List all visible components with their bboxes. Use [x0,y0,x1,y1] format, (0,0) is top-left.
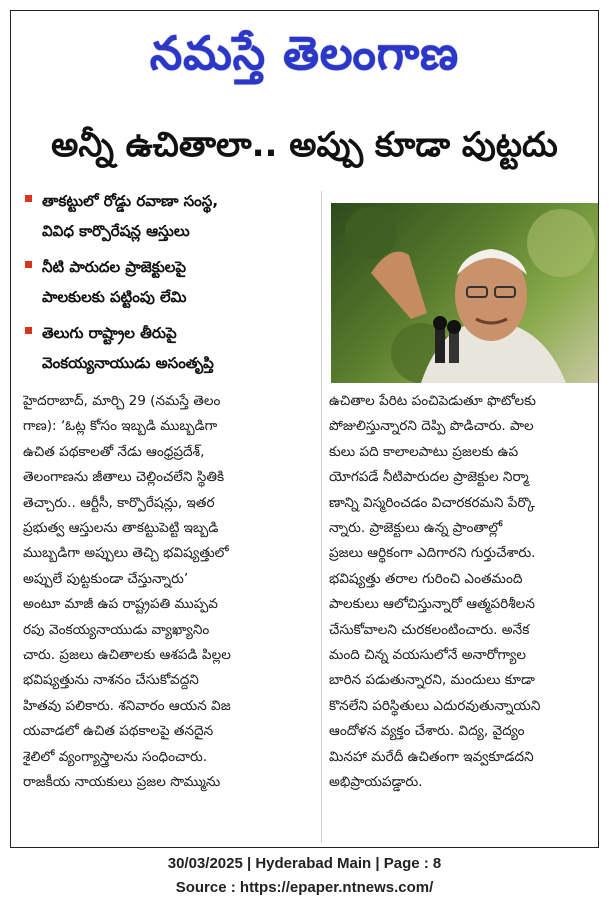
text-line: చారు. ప్రజలు ఉచితాలకు ఆశపడి పిల్లల [23,647,231,664]
text-line: పాలకులు ఆలోచిస్తున్నారో ఆత్మపరిశీలన [329,596,535,613]
text-line: మంది చిన్న వయసులోనే అనారోగ్యాల [329,647,527,664]
bullet-item [23,252,317,312]
column-divider [321,191,322,843]
text-line: బారిన పడుతున్నారని, మందులు కూడా [329,672,535,689]
article-headline: అన్నీ ఉచితాలా.. అప్పు కూడా పుట్టదు [51,125,558,165]
text-line: యోగపడే నీటిపారుదల ప్రాజెక్టుల నిర్మా [329,469,529,486]
bullet-line: నీటి పారుదల ప్రాజెక్టులపై [42,258,187,276]
text-line: కొనలేని పరిస్థితులు ఎదురవుతున్నాయని [329,697,541,714]
bullet-item [23,186,317,246]
text-line: చేసుకోవాలని చురకలంటించారు. అనేక [329,621,530,638]
source-link[interactable]: Source : https://epaper.ntnews.com/ [175,879,434,896]
text-line: ప్రజలు ఆర్థికంగా ఎదిగారని గుర్తుచేశారు. [329,545,536,562]
text-line: యవాడలో ఉచిత పథకాలపై తనదైన [23,723,214,740]
bullet-square-icon [25,327,32,334]
text-line: ఉచితాల పేరిట పంచిపెడుతూ ఫొటోలకు [329,393,536,409]
text-line: భవిష్యత్తును నాశనం చేసుకోవద్దని [23,672,199,689]
speaker-photo [331,203,599,383]
text-line: భవిష్యత్తు తరాల గురించి ఎంతమంది [329,570,523,587]
text-line: ముబ్బడిగా అప్పులు తెచ్చి భవిష్యత్తులో [23,545,229,562]
bullet-line: వెంకయ్యనాయుడు అసంతృప్తి [42,354,214,372]
article-column-right [329,389,597,796]
article-column-left [23,389,315,796]
text-line: రపు వెంకయ్యనాయుడు వ్యాఖ్యానిం [23,621,210,638]
text-line: హైదరాబాద్, మార్చి 29 (నమస్తే తెలం [23,393,221,409]
bullet-line: తెలుగు రాష్ట్రాల తీరుపై [42,324,177,342]
text-line: తెలంగాణను జీతాలు చెల్లించలేని స్థితికి [23,469,225,486]
text-line: ఉచిత పథకాలతో నేడు ఆంధ్రప్రదేశ్, [23,443,205,460]
newspaper-masthead: నమస్తే తెలంగాణ [149,26,460,80]
bullet-square-icon [25,195,32,202]
bullet-line: తాకట్టులో రోడ్డు రవాణా సంస్థ, [42,192,219,210]
text-line: కులు పది కాలాలపాటు ప్రజలకు ఉప [329,443,519,460]
bullet-line: వివిధ కార్పొరేషన్ల ఆస్తులు [42,222,190,240]
bullet-square-icon [25,261,32,268]
epaper-clipping [10,10,599,848]
text-line: న్నారు. ప్రాజెక్టులు ఉన్న ప్రాంతాల్లో [329,520,503,537]
text-line: శైలిలో వ్యంగ్యాస్త్రాలను సంధించారు. [23,748,208,765]
text-line: రాజకీయ నాయకులు ప్రజల సొమ్మును [23,774,221,791]
text-line: ణాన్ని విస్మరించడం విచారకరమని పేర్కొ [329,494,535,511]
bullet-line: పాలకులకు పట్టింపు లేమి [42,288,187,306]
highlight-bullets [23,186,317,384]
bullet-item [23,318,317,378]
text-line: హితవు పలికారు. శనివారం ఆయన విజ [23,697,231,714]
edition-info: 30/03/2025 | Hyderabad Main | Page : 8 [167,855,442,872]
text-line: అప్పులే పుట్టకుండా చేస్తున్నారు’ [23,570,189,587]
text-line: తెచ్చారు.. ఆర్టీసీ, కార్పొరేషన్లు, ఇతర [23,494,215,511]
speaker-photo-graphic [331,203,599,383]
text-line: పోజులిస్తున్నారని దెప్పి పొడిచారు. పాల [329,418,534,435]
text-line: అభిప్రాయపడ్డారు. [329,774,423,791]
text-line: గాణ): ‘ఓట్ల కోసం ఇబ్బడి ముబ్బడిగా [23,418,218,435]
text-line: అంటూ మాజీ ఉప రాష్ట్రపతి ముప్పవ [23,596,218,613]
text-line: ప్రభుత్వ ఆస్తులను తాకట్టుపెట్టి ఇబ్బడి [23,520,219,537]
text-line: ఆందోళన వ్యక్తం చేశారు. విద్య, వైద్యం [329,723,525,740]
text-line: మినహా మరేదీ ఉచితంగా ఇవ్వకూడదని [329,748,534,765]
